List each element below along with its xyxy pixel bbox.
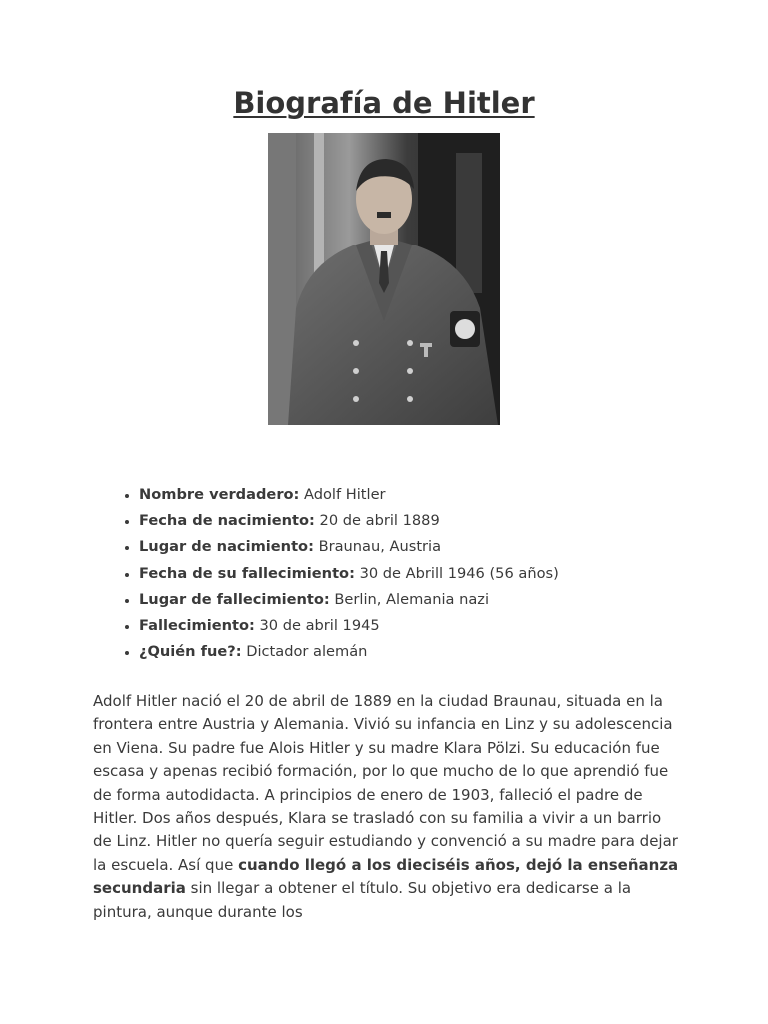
paragraph-text: Adolf Hitler nació el 20 de abril de 1889 en la ciudad Braunau, situada en la frontera entre Austria y Alemania. Vivió su infancia en Linz y su adolescencia en Viena. Su padre fue Alois Hitler y su madre Klara Pölzi. Su educación fue escasa y apenas recibió formación, por lo que mucho de lo que aprendió fue de forma autodidacta. A principios de enero de 1903, falleció el padre de Hitler. Dos años después, Klara se trasladó con su familia a vivir a un barrio de Linz. Hitler no quería seguir estudiando y convenció a su madre para dejar la escuela. Así que xyxy=(93,692,678,874)
fact-label: Fecha de nacimiento: xyxy=(139,512,315,530)
fact-value: Braunau, Austria xyxy=(318,538,442,556)
page-title: Biografía de Hitler xyxy=(233,86,535,120)
list-item xyxy=(139,587,559,613)
facts-list xyxy=(93,482,559,665)
fact-label: ¿Quién fue?: xyxy=(139,643,242,661)
list-item xyxy=(139,482,559,508)
fact-value: 30 de Abrill 1946 (56 años) xyxy=(359,564,559,582)
paragraph-bold-text: cuando llegó a los dieciséis años, dejó la enseñanza secundaria xyxy=(93,855,679,898)
list-item xyxy=(139,561,559,587)
list-item xyxy=(139,508,559,534)
fact-value: Dictador alemán xyxy=(246,643,368,661)
fact-label: Lugar de fallecimiento: xyxy=(139,590,330,608)
fact-value: Berlin, Alemania nazi xyxy=(334,590,490,608)
list-item xyxy=(139,613,559,639)
portrait-photo xyxy=(268,133,500,425)
fact-value: 20 de abril 1889 xyxy=(319,512,440,530)
paragraph-text: sin llegar a obtener el título. Su objetivo era dedicarse a la pintura, aunque durante los xyxy=(93,879,632,921)
fact-label: Fecha de su fallecimiento: xyxy=(139,564,355,582)
fact-label: Lugar de nacimiento: xyxy=(139,538,314,556)
fact-value: Adolf Hitler xyxy=(304,486,386,503)
fact-label: Fallecimiento: xyxy=(139,617,255,635)
fact-value: 30 de abril 1945 xyxy=(259,617,380,635)
biography-paragraph xyxy=(93,690,683,924)
fact-label: Nombre verdadero: xyxy=(139,486,300,503)
list-item xyxy=(139,639,559,665)
list-item xyxy=(139,534,559,560)
